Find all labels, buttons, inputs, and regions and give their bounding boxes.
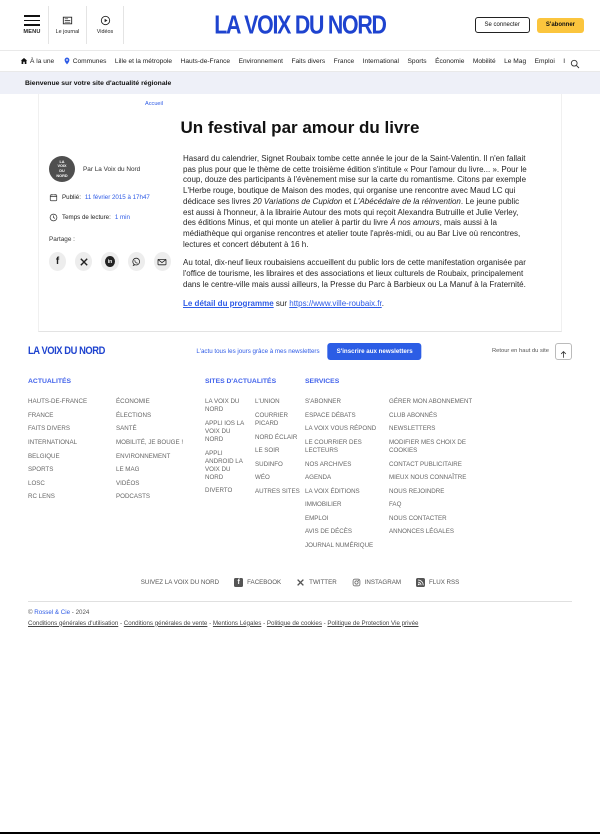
footer-link-losc[interactable]: LOSC xyxy=(28,479,45,487)
footer-link-mieux-nous-conna-tre[interactable]: MIEUX NOUS CONNAÎTRE xyxy=(389,474,467,482)
search-icon[interactable] xyxy=(570,56,580,66)
newsletter-text: L'actu tous les jours grâce à mes newsletters xyxy=(196,347,320,355)
site-logo[interactable]: LA VOIX DU NORD xyxy=(214,9,386,40)
welcome-banner: Bienvenue sur votre site d'actualité régionale xyxy=(0,72,600,94)
footer-sublists xyxy=(28,398,205,507)
email-icon xyxy=(157,257,167,267)
footer-link-sudinfo[interactable]: SUDINFO xyxy=(255,460,283,468)
social-label: FACEBOOK xyxy=(247,578,282,586)
main-nav xyxy=(0,50,600,72)
published-date[interactable]: 11 février 2015 à 17h47 xyxy=(84,194,150,201)
copyright-year: - 2024 xyxy=(71,608,90,616)
x-icon xyxy=(296,578,305,587)
footer-heading-sites-dactualites: SITES D'ACTUALITÉS xyxy=(205,378,277,386)
menu-label: MENU xyxy=(23,28,41,35)
avatar: LA VOIX DU NORD xyxy=(49,156,75,182)
newsletter-subscribe-button[interactable]: S'inscrire aux newsletters xyxy=(328,343,422,360)
footer-link-hauts-de-france[interactable]: HAUTS-DE-FRANCE xyxy=(28,398,88,406)
nav-items xyxy=(20,57,570,65)
footer-link-la-voix-vous-r-pond[interactable]: LA VOIX VOUS RÉPOND xyxy=(305,425,377,433)
footer-link-list xyxy=(255,398,305,501)
footer-link-sant[interactable]: SANTÉ xyxy=(116,425,137,433)
footer-link-le-mag[interactable]: LE MAG xyxy=(116,466,140,474)
paragraph-2 xyxy=(183,258,531,290)
share-x-button[interactable] xyxy=(75,252,92,271)
back-to-top-block xyxy=(492,343,572,360)
footer-link-faq[interactable]: FAQ xyxy=(389,501,402,509)
footer-link-list xyxy=(116,398,204,507)
share-email-button[interactable] xyxy=(154,252,171,271)
footer-link-agenda[interactable]: AGENDA xyxy=(305,474,332,482)
share-linkedin-button[interactable] xyxy=(101,252,118,271)
footer-link-diverto[interactable]: DIVERTO xyxy=(205,487,233,495)
reading-time-row xyxy=(49,213,171,222)
footer-columns xyxy=(28,378,572,555)
footer-divider xyxy=(28,601,572,602)
copyright-line xyxy=(28,609,572,616)
nav-item-label: Communes xyxy=(72,57,107,65)
nav-item-label: Mobilité xyxy=(472,57,496,65)
paragraph-links xyxy=(183,299,531,310)
nav-item-label: Faits divers xyxy=(291,57,326,65)
footer-link-mobilit-je-bouge[interactable]: MOBILITÉ, JE BOUGE ! xyxy=(116,439,184,447)
subscribe-button[interactable]: S'abonner xyxy=(537,18,584,33)
nav-item-environnement[interactable] xyxy=(239,58,283,65)
footer-heading-services: SERVICES xyxy=(305,378,340,386)
article-text: sur xyxy=(273,298,290,308)
footer-link-newsletters[interactable]: NEWSLETTERS xyxy=(389,425,436,433)
facebook-square-icon: f xyxy=(234,578,243,587)
social-label: FLUX RSS xyxy=(429,578,460,586)
footer xyxy=(0,334,600,626)
bottom-edge-line xyxy=(0,832,600,834)
footer-link-appli-android-la-voix-du-nord[interactable]: APPLI ANDROID LA VOIX DU NORD xyxy=(205,449,243,481)
nav-item-faits-divers[interactable] xyxy=(291,58,325,65)
footer-link-la-voix-du-nord[interactable]: LA VOIX DU NORD xyxy=(205,398,240,414)
nav-item-emploi[interactable] xyxy=(535,58,555,65)
legal-link-politique-de-cookies[interactable]: Politique de cookies xyxy=(266,619,322,627)
instagram-icon xyxy=(352,578,361,587)
footer-link-club-abonn-s[interactable]: CLUB ABONNÉS xyxy=(389,411,438,419)
footer-link-appli-ios-la-voix-du-nord[interactable]: APPLI IOS LA VOIX DU NORD xyxy=(205,419,244,444)
nav-item-le-mag[interactable] xyxy=(504,58,526,65)
footer-link-list xyxy=(205,398,255,501)
footer-link-lections[interactable]: ÉLECTIONS xyxy=(116,411,152,419)
social-link-flux-rss[interactable] xyxy=(416,578,459,587)
footer-link-list xyxy=(28,398,116,507)
article-meta xyxy=(49,152,171,317)
footer-link-nos-archives[interactable]: NOS ARCHIVES xyxy=(305,460,352,468)
footer-link-sports[interactable]: SPORTS xyxy=(28,466,54,474)
article-text: . Le jeune public est aussi à l'honneur, à la librairie Autour des mots qui reçoit Alexandra Butruille et Julie Verley, des éditions Minus, et qui monte un atelier à partir du livre xyxy=(183,196,520,228)
nav-item-conomie[interactable] xyxy=(435,58,464,65)
published-label: Publié: xyxy=(62,194,81,201)
byline: Par La Voix du Nord xyxy=(83,165,141,173)
copyright-symbol: © xyxy=(28,608,33,616)
footer-link-g-rer-mon-abonnement[interactable]: GÉRER MON ABONNEMENT xyxy=(389,398,473,406)
footer-link-belgique[interactable]: BELGIQUE xyxy=(28,452,60,460)
footer-logo[interactable]: LA VOIX DU NORD xyxy=(28,345,105,358)
share-facebook-button[interactable] xyxy=(49,252,66,271)
footer-link-modifier-mes-choix-de-cookies[interactable]: MODIFIER MES CHOIX DE COOKIES xyxy=(389,439,467,455)
nav-item-label: À la une xyxy=(30,57,55,65)
journal-label: Le journal xyxy=(55,28,80,35)
social-follow-label: SUIVEZ LA VOIX DU NORD xyxy=(140,578,220,586)
legal-separator: - xyxy=(261,619,267,627)
login-button[interactable]: Se connecter xyxy=(475,17,530,33)
header xyxy=(0,0,600,50)
play-icon xyxy=(100,15,111,26)
footer-heading-actualites: ACTUALITÉS xyxy=(28,378,72,386)
footer-link-environnement[interactable]: ENVIRONNEMENT xyxy=(116,452,171,460)
share-label: Partage : xyxy=(49,236,75,243)
article-text: L'Abécédaire de la réinvention xyxy=(353,196,461,206)
article-title: Un festival par amour du livre xyxy=(180,118,420,137)
reading-time-label: Temps de lecture: xyxy=(62,214,111,221)
footer-link-journal-num-rique[interactable]: JOURNAL NUMÉRIQUE xyxy=(305,542,374,550)
footer-link-le-soir[interactable]: LE SOIR xyxy=(255,447,280,455)
footer-link-nous-contacter[interactable]: NOUS CONTACTER xyxy=(389,514,447,522)
linkedin-icon: in xyxy=(105,257,115,267)
nav-item-label: International xyxy=(362,57,399,65)
footer-top-bar xyxy=(28,334,572,368)
footer-group-actualites xyxy=(28,378,205,555)
footer-link-podcasts[interactable]: PODCASTS xyxy=(116,493,151,501)
footer-group-sites-dactualites xyxy=(205,378,305,555)
copyright-publisher-link[interactable]: Rossel & Cie xyxy=(34,608,71,616)
footer-sublists xyxy=(205,398,305,501)
legal-link-conditions-g-n-rales-de-vente[interactable]: Conditions générales de vente xyxy=(123,619,208,627)
footer-link-nord-clair[interactable]: NORD ÉCLAIR xyxy=(255,433,298,441)
article-text: Au total, dix-neuf lieux roubaisiens accueillent du public lors de cette manifestation organisée par l'office de tourisme, les libraires et des associations et lieux culturels de Roubaix, principalement dans le centre-ville mais aussi ailleurs, la Presse du Parc à Barbieux ou La Manuf à la Fraternité. xyxy=(183,258,526,289)
nav-item-lille-et-la-m-tropole[interactable] xyxy=(115,58,172,65)
footer-link-courrier-picard[interactable]: COURRIER PICARD xyxy=(255,411,289,427)
up-arrow-icon xyxy=(559,347,568,356)
nav-item-label: France xyxy=(333,57,355,65)
article-text: Hasard du calendrier, Signet Roubaix tombe cette année le jour de la Saint-Valentin. Il n'en fallait pas plus pour que le thème de cette troisième édition s'intitule « Pour l'amour du livre... ». Pour le coup, douze des participants à l'évènement mise sur la carte du romantisme. Citons par exemple L'Herbe rouge, boutique de Maison des modes, qui organise une rencontre avec Maud LC qui dédicace ses livres xyxy=(183,154,527,206)
footer-link-faits-divers[interactable]: FAITS DIVERS xyxy=(28,425,70,433)
footer-link-immobilier[interactable]: IMMOBILIER xyxy=(305,501,342,509)
footer-link-espace-d-bats[interactable]: ESPACE DÉBATS xyxy=(305,411,356,419)
article-text: 20 Variations de Cupidon xyxy=(252,196,343,206)
pin-icon xyxy=(63,57,71,65)
footer-link-nous-rejoindre[interactable]: NOUS REJOINDRE xyxy=(389,487,445,495)
footer-link-vid-os[interactable]: VIDÉOS xyxy=(116,479,140,487)
x-icon xyxy=(79,257,89,267)
nav-item-mobilit[interactable] xyxy=(473,58,496,65)
nav-item-la-une[interactable] xyxy=(20,57,54,65)
facebook-icon: f xyxy=(55,256,60,267)
social-link-twitter[interactable] xyxy=(296,578,337,587)
footer-link-conomie[interactable]: ÉCONOMIE xyxy=(116,398,150,406)
nav-item-label: Hauts-de-France xyxy=(180,57,231,65)
article-text: , mais aussi à la médiathèque qui organise rencontres et atelier toute l'après-midi, ou au Bar Live où rencontres, lectures et concert débutent à 16 h. xyxy=(183,218,521,249)
header-right xyxy=(475,17,584,33)
nav-item-label: Lille et la métropole xyxy=(114,57,173,65)
nav-item-international[interactable] xyxy=(363,58,399,65)
journal-button[interactable] xyxy=(48,6,86,44)
hamburger-icon xyxy=(24,15,40,25)
nav-item-france[interactable] xyxy=(334,58,355,65)
article-text: et xyxy=(342,196,354,206)
footer-link-s-abonner[interactable]: S'ABONNER xyxy=(305,398,341,406)
article-link[interactable]: Le détail du programme xyxy=(183,298,274,308)
footer-link-rc-lens[interactable]: RC LENS xyxy=(28,493,55,501)
article-body xyxy=(171,152,531,317)
footer-social-row xyxy=(28,578,572,587)
legal-separator: - xyxy=(207,619,213,627)
legal-links-row xyxy=(28,620,572,627)
footer-link-list xyxy=(389,398,489,555)
nav-item-label: I xyxy=(563,57,566,65)
footer-link-list xyxy=(305,398,389,555)
article-columns xyxy=(39,146,561,317)
social-label: TWITTER xyxy=(309,578,337,586)
back-to-top-label: Retour en haut du site xyxy=(491,348,549,355)
published-row xyxy=(49,193,171,202)
footer-link-emploi[interactable]: EMPLOI xyxy=(305,514,329,522)
footer-link-international[interactable]: INTERNATIONAL xyxy=(28,439,78,447)
reading-time-value: 1 min xyxy=(114,214,130,221)
clock-icon xyxy=(49,213,58,222)
legal-link-politique-de-protection-vie-priv-e[interactable]: Politique de Protection Vie privée xyxy=(327,619,419,627)
calendar-icon xyxy=(49,193,58,202)
author-row xyxy=(49,156,171,182)
article-text: À nos amours xyxy=(390,218,440,228)
nav-item-i[interactable] xyxy=(563,58,565,65)
social-label: INSTAGRAM xyxy=(364,578,401,586)
nav-item-label: Économie xyxy=(435,57,465,65)
newspaper-icon xyxy=(62,15,73,26)
article-card xyxy=(38,94,562,332)
newsletter-block xyxy=(196,343,421,360)
footer-link-avis-de-d-c-s[interactable]: AVIS DE DÉCÈS xyxy=(305,528,352,536)
paragraph-1 xyxy=(183,154,531,250)
footer-link-w-o[interactable]: WÉO xyxy=(255,474,270,482)
footer-link-le-courrier-des-lecteurs[interactable]: LE COURRIER DES LECTEURS xyxy=(305,439,362,455)
breadcrumb[interactable]: Accueil xyxy=(145,101,164,107)
legal-link-conditions-g-n-rales-d-utilisation[interactable]: Conditions générales d'utilisation xyxy=(28,619,119,627)
social-link-facebook[interactable] xyxy=(234,578,281,587)
nav-item-sports[interactable] xyxy=(408,58,427,65)
back-to-top-button[interactable] xyxy=(555,343,572,360)
footer-link-la-voix-ditions[interactable]: LA VOIX ÉDITIONS xyxy=(305,487,360,495)
nav-item-label: Emploi xyxy=(534,57,555,65)
footer-link-contact-publicitaire[interactable]: CONTACT PUBLICITAIRE xyxy=(389,460,462,468)
header-left xyxy=(16,6,124,44)
share-whatsapp-button[interactable] xyxy=(128,252,145,271)
footer-link-france[interactable]: FRANCE xyxy=(28,411,54,419)
legal-link-mentions-l-gales[interactable]: Mentions Légales xyxy=(212,619,262,627)
videos-label: Vidéos xyxy=(96,28,114,35)
social-link-instagram[interactable] xyxy=(352,578,401,587)
footer-group-services xyxy=(305,378,572,555)
nav-item-communes[interactable] xyxy=(63,57,107,65)
nav-item-label: Le Mag xyxy=(504,57,527,65)
article-link[interactable]: https://www.ville-roubaix.fr xyxy=(289,298,382,308)
footer-link-autres-sites[interactable]: AUTRES SITES xyxy=(255,487,300,495)
article-text: . xyxy=(381,298,384,308)
rss-icon xyxy=(416,578,425,587)
footer-link-l-union[interactable]: L'UNION xyxy=(255,398,280,406)
nav-item-hauts-de-france[interactable] xyxy=(181,58,230,65)
footer-link-annonces-l-gales[interactable]: ANNONCES LÉGALES xyxy=(389,528,454,536)
home-icon xyxy=(20,57,28,65)
menu-button[interactable] xyxy=(16,6,48,44)
legal-separator: - xyxy=(321,619,328,627)
nav-item-label: Sports xyxy=(407,57,427,65)
legal-separator: - xyxy=(118,619,124,627)
nav-item-label: Environnement xyxy=(238,57,283,65)
share-row xyxy=(49,252,171,271)
videos-button[interactable] xyxy=(86,6,124,44)
whatsapp-icon xyxy=(131,257,141,267)
footer-sublists xyxy=(305,398,572,555)
